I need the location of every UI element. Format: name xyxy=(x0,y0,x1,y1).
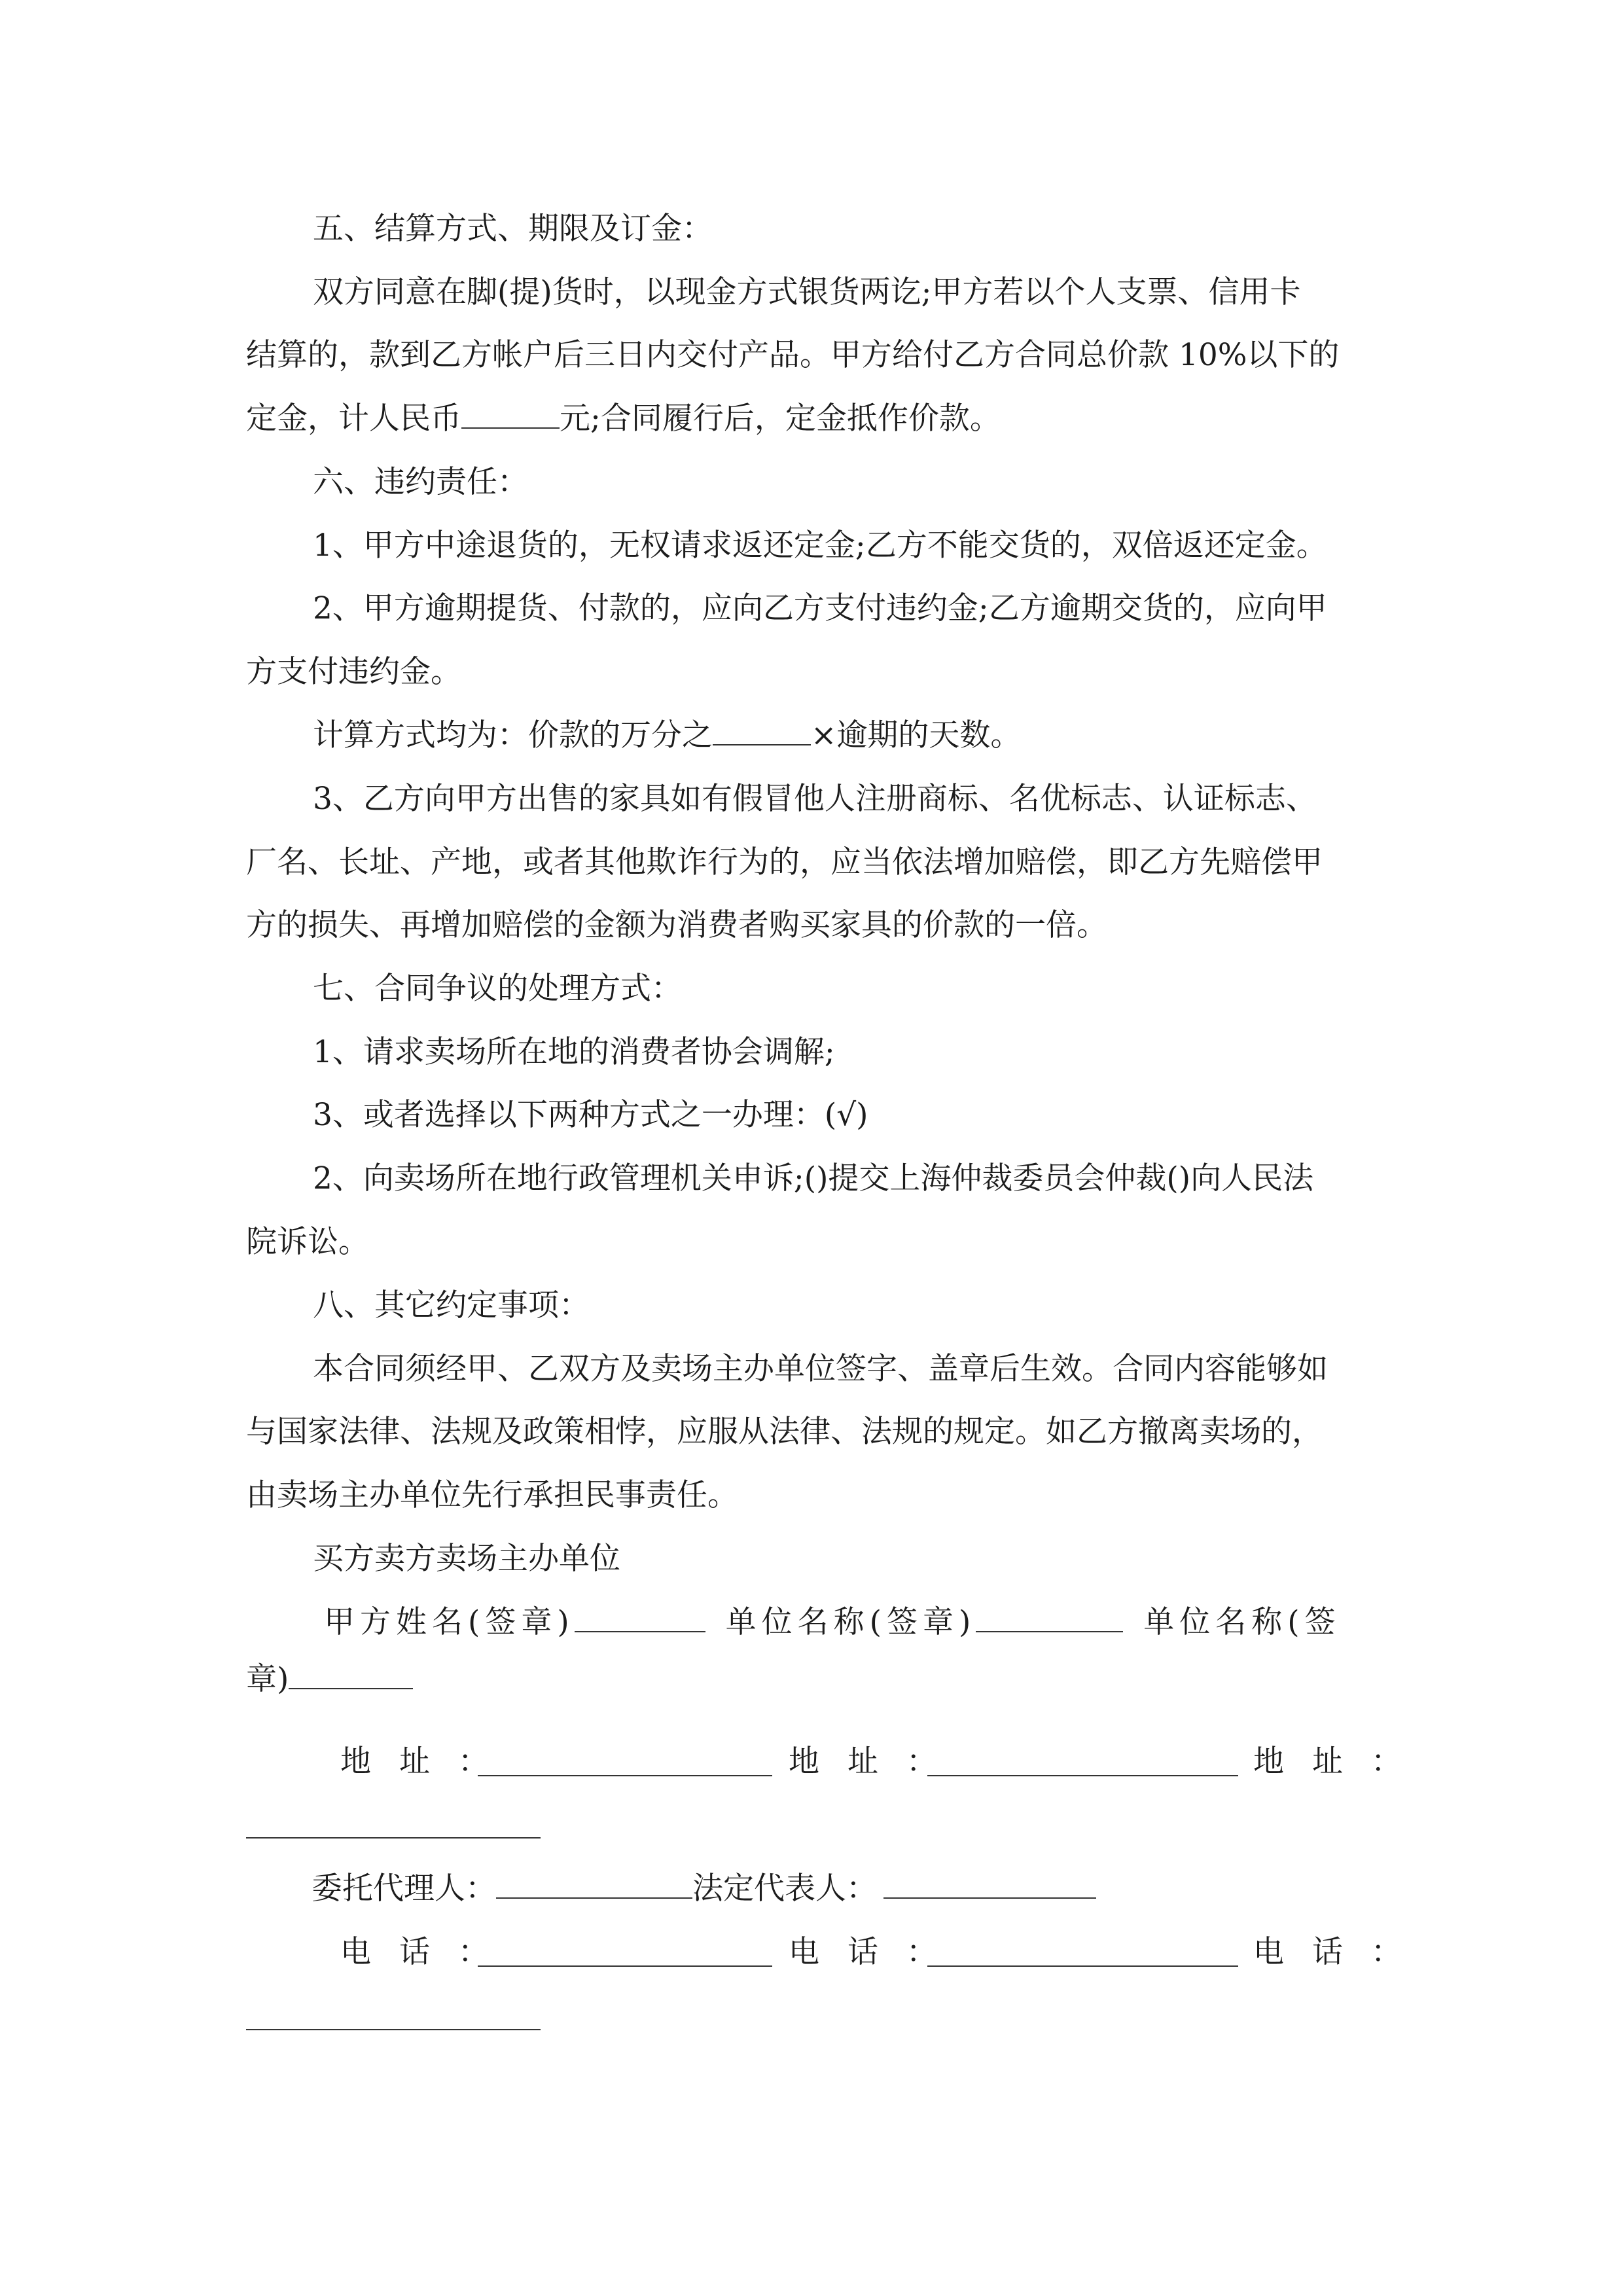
list-item: 1、甲方中途退货的，无权请求返还定金;乙方不能交货的，双倍返还定金。 xyxy=(313,528,1327,564)
buyer-phone-blank xyxy=(478,1965,772,1967)
mall-address-blank xyxy=(246,1837,541,1839)
section-6-heading: 六、违约责任： xyxy=(313,464,528,500)
seller-phone-label: 电 话 ： xyxy=(789,1934,946,1970)
paragraph-line: 方支付违约金。 xyxy=(246,654,461,690)
paragraph-line xyxy=(313,716,1021,755)
agent-blank xyxy=(496,1897,692,1899)
signature-name-row xyxy=(324,1603,1341,1642)
agent-row xyxy=(312,1869,1096,1909)
text-segment: 定金，计人民币 xyxy=(246,401,461,437)
list-item: 3、乙方向甲方出售的家具如有假冒他人注册商标、名优标志、认证标志、 xyxy=(313,781,1317,817)
mall-unit-label: 单位名称(签 xyxy=(1143,1604,1341,1640)
buyer-phone-label: 电 话 ： xyxy=(340,1934,498,1970)
penalty-rate-blank xyxy=(713,744,811,745)
text-segment: ×逾期的天数。 xyxy=(811,717,1022,753)
mall-phone-label: 电 话 ： xyxy=(1253,1934,1411,1970)
buyer-address-label: 地 址 ： xyxy=(340,1744,498,1780)
buyer-name-label: 甲方姓名(签章) xyxy=(324,1604,575,1640)
seller-unit-label: 单位名称(签章) xyxy=(725,1604,976,1640)
paragraph-line: 由卖场主办单位先行承担民事责任。 xyxy=(246,1477,738,1513)
legal-rep-blank xyxy=(883,1897,1096,1899)
list-item: 3、或者选择以下两种方式之一办理：(√) xyxy=(313,1097,868,1133)
seller-phone-blank xyxy=(927,1965,1238,1967)
paragraph-line: 与国家法律、法规及政策相悖，应服从法律、法规的规定。如乙方撤离卖场的， xyxy=(246,1414,1323,1450)
mall-unit-blank xyxy=(289,1687,413,1689)
paragraph-line: 双方同意在脚(提)货时，以现金方式银货两讫;甲方若以个人支票、信用卡 xyxy=(313,274,1301,310)
list-item: 2、向卖场所在地行政管理机关申诉;()提交上海仲裁委员会仲裁()向人民法 xyxy=(313,1160,1314,1196)
section-7-heading: 七、合同争议的处理方式： xyxy=(313,971,682,1007)
seller-unit-blank xyxy=(976,1630,1123,1632)
mall-address-label: 地 址 ： xyxy=(1253,1744,1411,1780)
list-item: 2、甲方逾期提货、付款的，应向乙方支付违约金;乙方逾期交货的，应向甲 xyxy=(313,590,1327,626)
paragraph-line xyxy=(246,399,1001,439)
legal-rep-label: 法定代表人： xyxy=(692,1871,877,1907)
section-5-heading: 五、结算方式、期限及订金： xyxy=(313,211,713,247)
paragraph-line: 结算的，款到乙方帐户后三日内交付产品。甲方给付乙方合同总价款 10%以下的 xyxy=(246,337,1340,373)
deposit-amount-blank xyxy=(461,427,560,429)
paragraph-line: 厂名、长址、产地，或者其他欺诈行为的，应当依法增加赔偿，即乙方先赔偿甲 xyxy=(246,844,1323,880)
seller-address-label: 地 址 ： xyxy=(789,1744,946,1780)
buyer-address-blank xyxy=(478,1775,772,1776)
paragraph-line: 院诉讼。 xyxy=(246,1224,369,1260)
signature-parties: 买方卖方卖场主办单位 xyxy=(313,1541,620,1577)
paragraph-line: 方的损失、再增加赔偿的金额为消费者购买家具的价款的一倍。 xyxy=(246,907,1107,943)
seller-address-blank xyxy=(927,1775,1238,1776)
mall-phone-blank xyxy=(246,2029,541,2030)
text-segment: 元;合同履行后，定金抵作价款。 xyxy=(560,401,1001,437)
signature-name-row-cont xyxy=(246,1660,413,1699)
paragraph-line: 本合同须经甲、乙双方及卖场主办单位签字、盖章后生效。合同内容能够如 xyxy=(313,1351,1328,1387)
agent-label: 委托代理人： xyxy=(312,1871,496,1907)
buyer-name-blank xyxy=(575,1630,705,1632)
text-segment: 计算方式均为：价款的万分之 xyxy=(313,717,713,753)
mall-unit-label-cont: 章) xyxy=(246,1661,289,1697)
section-8-heading: 八、其它约定事项： xyxy=(313,1287,590,1323)
list-item: 1、请求卖场所在地的消费者协会调解; xyxy=(313,1034,835,1070)
